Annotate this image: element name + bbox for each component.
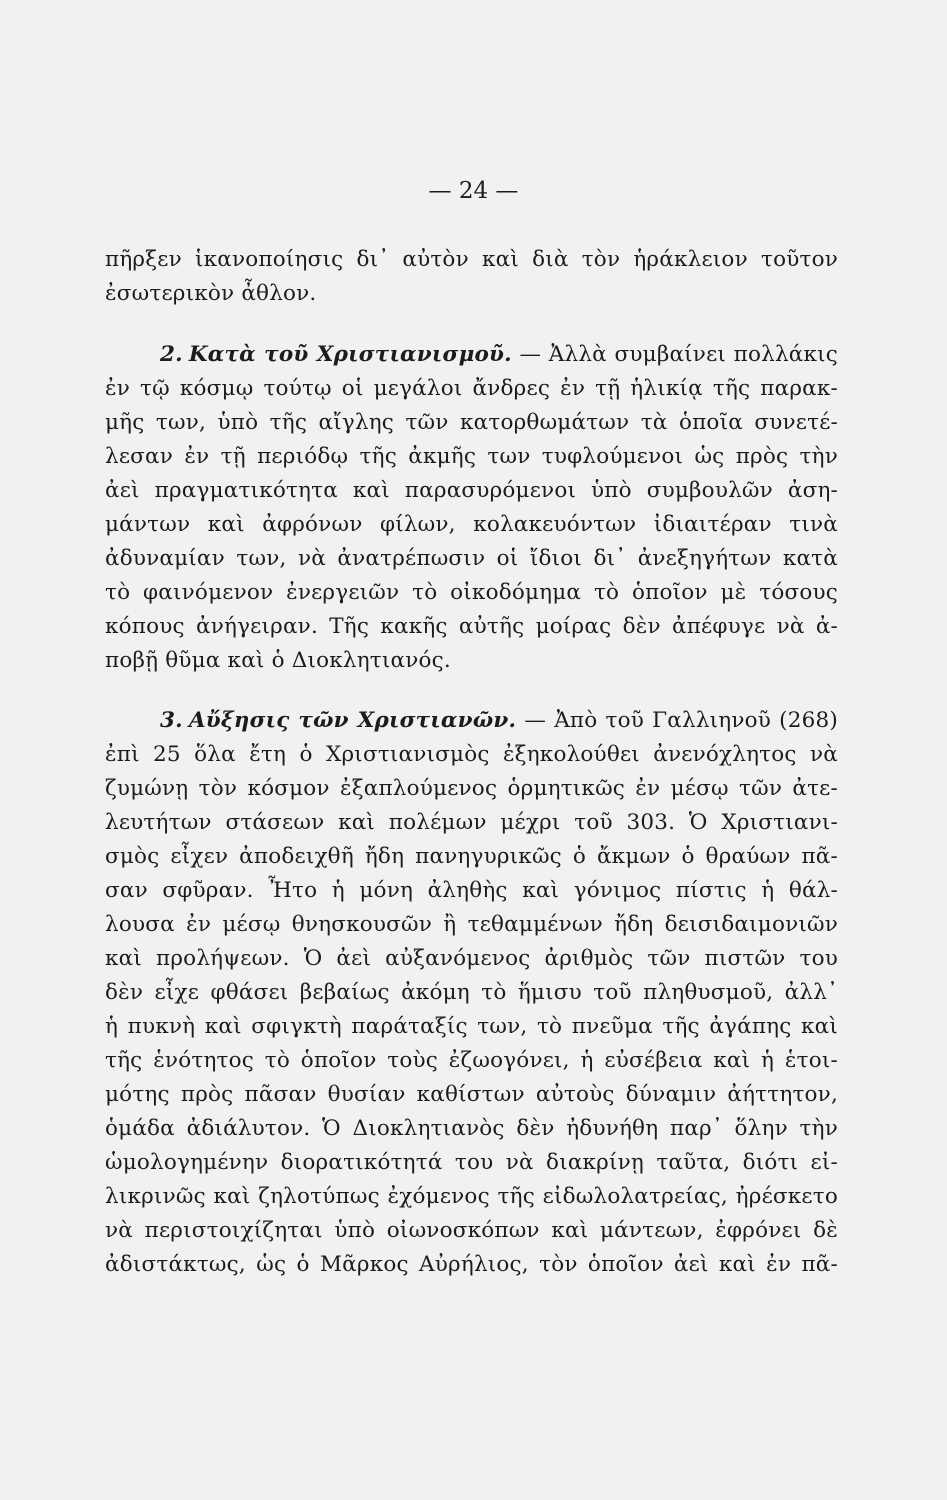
text-line: μῆς των, ὑπὸ τῆς αἴγλης τῶν κατορθωμάτων τὰ ὁποῖα συνετέ- bbox=[105, 410, 838, 435]
section-3-title: Αὔξησις τῶν Χριστιανῶν. bbox=[188, 708, 517, 733]
section-2-number: 2. bbox=[160, 342, 183, 367]
page-number: — 24 — bbox=[428, 178, 519, 204]
text-line: ἀδυναμίαν των, νὰ ἀνατρέπωσιν οἱ ἴδιοι δι᾽ ἀνεξηγήτων κατὰ bbox=[105, 546, 838, 571]
section-2-first-line-text: — Ἀλλὰ συμβαίνει πολλάκις bbox=[519, 342, 838, 367]
text-line: ζυμώνῃ τὸν κόσμον ἐξαπλούμενος ὁρμητικῶς ἐν μέσῳ τῶν ἀτε- bbox=[105, 776, 838, 801]
text-line: ἀεὶ πραγματικότητα καὶ παρασυρόμενοι ὑπὸ συμβουλῶν ἀση- bbox=[105, 478, 838, 503]
text-line: λευτήτων στάσεων καὶ πολέμων μέχρι τοῦ 303. Ὁ Χριστιανι- bbox=[105, 810, 838, 835]
text-line: ὡμολογημένην διορατικότητά του νὰ διακρίνῃ ταῦτα, διότι εἰ- bbox=[105, 1150, 838, 1175]
text-line: ἐπὶ 25 ὅλα ἔτη ὁ Χριστιανισμὸς ἐξηκολούθει ἀνενόχλητος νὰ bbox=[105, 742, 838, 767]
text-line: ἡ πυκνὴ καὶ σφιγκτὴ παράταξίς των, τὸ πνεῦμα τῆς ἀγάπης καὶ bbox=[105, 1014, 838, 1039]
text-line: κόπους ἀνήγειραν. Τῆς κακῆς αὐτῆς μοίρας δὲν ἀπέφυγε νὰ ἀ- bbox=[105, 614, 838, 639]
text-line: ἐν τῷ κόσμῳ τούτῳ οἱ μεγάλοι ἄνδρες ἐν τῇ ἡλικίᾳ τῆς παρακ- bbox=[105, 376, 838, 401]
text-line: ὁμάδα ἀδιάλυτον. Ὁ Διοκλητιανὸς δὲν ἠδυνήθη παρ᾽ ὅλην τὴν bbox=[105, 1116, 838, 1141]
text-line: ἀδιστάκτως, ὡς ὁ Μᾶρκος Αὐρήλιος, τὸν ὁποῖον ἀεὶ καὶ ἐν πᾶ- bbox=[105, 1252, 838, 1277]
section-3-first-line bbox=[160, 704, 838, 738]
text-line: λεσαν ἐν τῇ περιόδῳ τῆς ἀκμῆς των τυφλούμενοι ὡς πρὸς τὴν bbox=[105, 444, 838, 469]
text-line: μότης πρὸς πᾶσαν θυσίαν καθίστων αὐτοὺς δύναμιν ἀήττητον, bbox=[105, 1082, 838, 1107]
text-line: σμὸς εἶχεν ἀποδειχθῆ ἤδη πανηγυρικῶς ὁ ἄκμων ὁ θραύων πᾶ- bbox=[105, 844, 838, 869]
text-line: καὶ προλήψεων. Ὁ ἀεὶ αὐξανόμενος ἀριθμὸς τῶν πιστῶν του bbox=[105, 946, 838, 971]
text-line: σαν σφῦραν. Ἦτο ἡ μόνη ἀληθὴς καὶ γόνιμος πίστις ἡ θάλ- bbox=[105, 878, 838, 903]
text-line: πῆρξεν ἱκανοποίησις δι᾽ αὐτὸν καὶ διὰ τὸν ἡράκλειον τοῦτον bbox=[105, 247, 838, 272]
text-line: λικρινῶς καὶ ζηλοτύπως ἐχόμενος τῆς εἰδωλολατρείας, ἠρέσκετο bbox=[105, 1184, 838, 1209]
section-2-first-line bbox=[160, 338, 838, 372]
text-line: δὲν εἶχε φθάσει βεβαίως ἀκόμη τὸ ἥμισυ τοῦ πληθυσμοῦ, ἀλλ᾽ bbox=[105, 980, 838, 1005]
section-3-first-line-text: — Ἀπὸ τοῦ Γαλλιηνοῦ (268) bbox=[524, 708, 838, 733]
text-line: λουσα ἐν μέσῳ θνησκουσῶν ἢ τεθαμμένων ἤδη δεισιδαιμονιῶν bbox=[105, 912, 838, 937]
text-line: ποβῇ θῦμα καὶ ὁ Διοκλητιανός. bbox=[105, 648, 451, 673]
text-line: τῆς ἑνότητος τὸ ὁποῖον τοὺς ἐζωογόνει, ἡ εὐσέβεια καὶ ἡ ἑτοι- bbox=[105, 1048, 838, 1073]
text-line: νὰ περιστοιχίζηται ὑπὸ οἰωνοσκόπων καὶ μάντεων, ἐφρόνει δὲ bbox=[105, 1218, 838, 1243]
text-line: μάντων καὶ ἀφρόνων φίλων, κολακευόντων ἰδιαιτέραν τινὰ bbox=[105, 512, 838, 537]
text-line: ἐσωτερικὸν ἆθλον. bbox=[105, 281, 317, 306]
text-line: τὸ φαινόμενον ἐνεργειῶν τὸ οἰκοδόμημα τὸ ὁποῖον μὲ τόσους bbox=[105, 580, 838, 605]
section-3-number: 3. bbox=[160, 708, 183, 733]
section-2-title: Κατὰ τοῦ Χριστιανισμοῦ. bbox=[188, 342, 512, 367]
